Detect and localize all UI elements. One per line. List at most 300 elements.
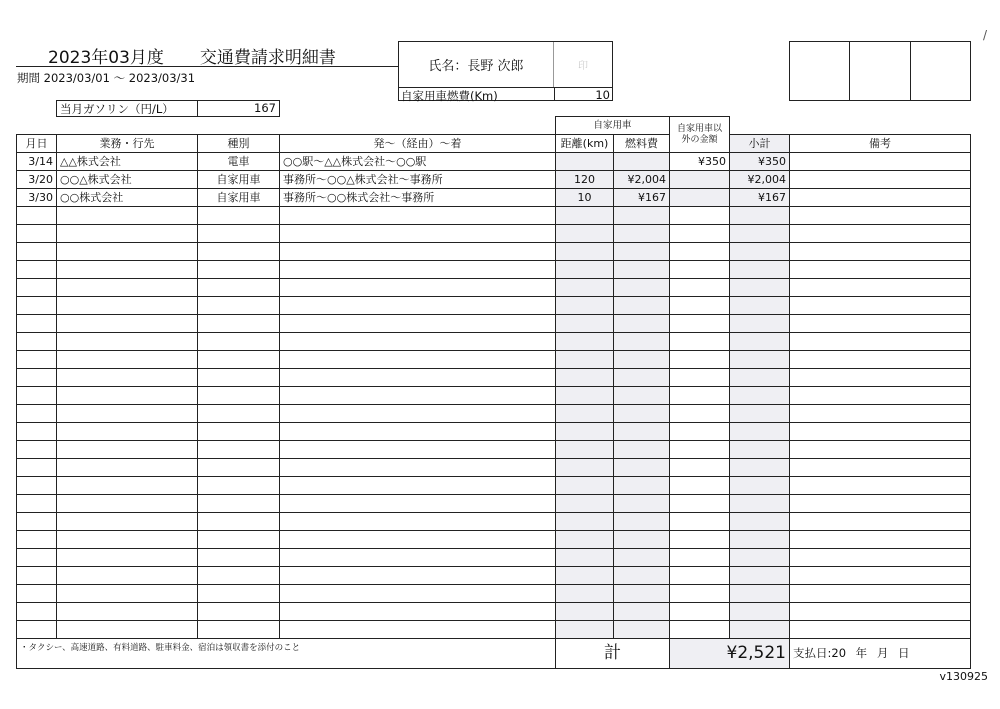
- cell-type[interactable]: [198, 513, 280, 531]
- cell-subtotal[interactable]: [730, 297, 790, 315]
- cell-dest[interactable]: [57, 531, 198, 549]
- cell-type[interactable]: [198, 297, 280, 315]
- cell-date[interactable]: [17, 225, 57, 243]
- cell-note[interactable]: [790, 387, 971, 405]
- cell-subtotal[interactable]: [730, 621, 790, 639]
- cell-other[interactable]: [670, 225, 730, 243]
- corner-mark: /: [983, 28, 988, 42]
- cell-fuel[interactable]: [614, 243, 670, 261]
- col-header-type: 種別: [198, 135, 280, 153]
- table-row: [17, 279, 971, 297]
- cell-dest[interactable]: [57, 387, 198, 405]
- cell-fuel[interactable]: [614, 225, 670, 243]
- cell-dist[interactable]: [556, 207, 614, 225]
- cell-note[interactable]: [790, 549, 971, 567]
- cell-type[interactable]: [198, 279, 280, 297]
- cell-dist[interactable]: [556, 279, 614, 297]
- cell-date[interactable]: [17, 243, 57, 261]
- cell-note[interactable]: [790, 459, 971, 477]
- cell-other[interactable]: [670, 315, 730, 333]
- cell-dest[interactable]: [57, 495, 198, 513]
- table-row: [17, 477, 971, 495]
- cell-subtotal[interactable]: [730, 531, 790, 549]
- cell-dist[interactable]: [556, 369, 614, 387]
- col-header-route: 発～（経由）～着: [280, 135, 556, 153]
- fuel-efficiency-value[interactable]: 10: [554, 88, 612, 100]
- cell-other[interactable]: [670, 423, 730, 441]
- cell-dest[interactable]: [57, 585, 198, 603]
- cell-type[interactable]: 自家用車: [198, 171, 280, 189]
- cell-subtotal[interactable]: [730, 441, 790, 459]
- cell-other[interactable]: [670, 297, 730, 315]
- cell-route[interactable]: [280, 423, 556, 441]
- cell-type[interactable]: [198, 351, 280, 369]
- cell-fuel[interactable]: [614, 405, 670, 423]
- cell-route[interactable]: [280, 297, 556, 315]
- cell-route[interactable]: [280, 477, 556, 495]
- cell-route[interactable]: 事務所～○○△株式会社～事務所: [280, 171, 556, 189]
- approval-stamp-cell[interactable]: [790, 42, 850, 100]
- cell-type[interactable]: 電車: [198, 153, 280, 171]
- cell-dest[interactable]: [57, 279, 198, 297]
- cell-route[interactable]: [280, 369, 556, 387]
- cell-subtotal[interactable]: [730, 225, 790, 243]
- cell-other[interactable]: [670, 207, 730, 225]
- cell-fuel[interactable]: [614, 279, 670, 297]
- cell-type[interactable]: [198, 477, 280, 495]
- cell-route[interactable]: [280, 225, 556, 243]
- total-amount: ¥2,521: [670, 639, 790, 669]
- cell-other[interactable]: [670, 189, 730, 207]
- cell-dist[interactable]: [556, 261, 614, 279]
- cell-fuel[interactable]: [614, 567, 670, 585]
- cell-date[interactable]: [17, 477, 57, 495]
- cell-note[interactable]: [790, 405, 971, 423]
- cell-type[interactable]: [198, 603, 280, 621]
- col-header-fuel-cost: 燃料費: [614, 135, 670, 153]
- table-row: [17, 585, 971, 603]
- cell-note[interactable]: [790, 531, 971, 549]
- cell-route[interactable]: [280, 549, 556, 567]
- cell-fuel[interactable]: [614, 513, 670, 531]
- cell-dist[interactable]: [556, 531, 614, 549]
- cell-dest[interactable]: [57, 207, 198, 225]
- gasoline-price-box: [56, 100, 280, 117]
- col-header-remarks: 備考: [790, 135, 971, 153]
- table-row: [17, 549, 971, 567]
- cell-type[interactable]: [198, 369, 280, 387]
- cell-date[interactable]: [17, 207, 57, 225]
- cell-fuel[interactable]: [614, 495, 670, 513]
- col-header-date: 月日: [17, 135, 57, 153]
- cell-other[interactable]: [670, 405, 730, 423]
- group-header-car: 自家用車: [556, 117, 670, 135]
- cell-dest[interactable]: [57, 459, 198, 477]
- table-row: [17, 621, 971, 639]
- cell-fuel[interactable]: ¥2,004: [614, 171, 670, 189]
- cell-date[interactable]: 3/14: [17, 153, 57, 171]
- cell-subtotal[interactable]: [730, 585, 790, 603]
- cell-other[interactable]: [670, 261, 730, 279]
- cell-subtotal[interactable]: [730, 603, 790, 621]
- cell-route[interactable]: [280, 603, 556, 621]
- payment-date[interactable]: 支払日:20 年 月 日: [790, 639, 971, 669]
- cell-note[interactable]: [790, 621, 971, 639]
- cell-fuel[interactable]: [614, 531, 670, 549]
- cell-note[interactable]: [790, 513, 971, 531]
- cell-note[interactable]: [790, 585, 971, 603]
- cell-dest[interactable]: ○○株式会社: [57, 189, 198, 207]
- table-row: [17, 513, 971, 531]
- cell-fuel[interactable]: [614, 387, 670, 405]
- group-header-other: 自家用車以外の金額: [670, 117, 730, 153]
- cell-date[interactable]: [17, 621, 57, 639]
- cell-dist[interactable]: [556, 387, 614, 405]
- cell-dist[interactable]: [556, 333, 614, 351]
- cell-subtotal[interactable]: ¥2,004: [730, 171, 790, 189]
- cell-note[interactable]: [790, 153, 971, 171]
- cell-note[interactable]: [790, 171, 971, 189]
- cell-dest[interactable]: [57, 243, 198, 261]
- cell-other[interactable]: [670, 279, 730, 297]
- cell-subtotal[interactable]: [730, 387, 790, 405]
- cell-date[interactable]: [17, 441, 57, 459]
- cell-subtotal[interactable]: [730, 315, 790, 333]
- cell-fuel[interactable]: [614, 351, 670, 369]
- cell-subtotal[interactable]: [730, 279, 790, 297]
- cell-subtotal[interactable]: ¥350: [730, 153, 790, 171]
- cell-dist[interactable]: [556, 297, 614, 315]
- table-row: [17, 459, 971, 477]
- cell-date[interactable]: [17, 531, 57, 549]
- cell-dest[interactable]: [57, 225, 198, 243]
- cell-dist[interactable]: [556, 549, 614, 567]
- cell-dest[interactable]: [57, 621, 198, 639]
- cell-note[interactable]: [790, 495, 971, 513]
- cell-date[interactable]: [17, 261, 57, 279]
- table-row: [17, 531, 971, 549]
- cell-type[interactable]: [198, 423, 280, 441]
- cell-other[interactable]: [670, 513, 730, 531]
- cell-type[interactable]: 自家用車: [198, 189, 280, 207]
- cell-subtotal[interactable]: [730, 495, 790, 513]
- cell-dest[interactable]: [57, 513, 198, 531]
- cell-type[interactable]: [198, 261, 280, 279]
- cell-route[interactable]: [280, 513, 556, 531]
- cell-note[interactable]: [790, 567, 971, 585]
- cell-note[interactable]: [790, 261, 971, 279]
- cell-route[interactable]: [280, 207, 556, 225]
- gasoline-value[interactable]: 167: [197, 101, 279, 116]
- cell-route[interactable]: [280, 351, 556, 369]
- cell-route[interactable]: [280, 621, 556, 639]
- cell-subtotal[interactable]: [730, 405, 790, 423]
- cell-other[interactable]: [670, 387, 730, 405]
- cell-dist[interactable]: [556, 153, 614, 171]
- cell-type[interactable]: [198, 243, 280, 261]
- cell-subtotal[interactable]: ¥167: [730, 189, 790, 207]
- cell-fuel[interactable]: [614, 585, 670, 603]
- cell-date[interactable]: [17, 405, 57, 423]
- cell-date[interactable]: [17, 333, 57, 351]
- cell-other[interactable]: [670, 477, 730, 495]
- cell-subtotal[interactable]: [730, 567, 790, 585]
- cell-dest[interactable]: [57, 477, 198, 495]
- cell-dist[interactable]: [556, 585, 614, 603]
- cell-dist[interactable]: [556, 243, 614, 261]
- cell-dist[interactable]: [556, 405, 614, 423]
- cell-subtotal[interactable]: [730, 459, 790, 477]
- cell-subtotal[interactable]: [730, 549, 790, 567]
- cell-date[interactable]: 3/20: [17, 171, 57, 189]
- cell-date[interactable]: [17, 459, 57, 477]
- cell-type[interactable]: [198, 225, 280, 243]
- seal-field[interactable]: 印: [578, 61, 588, 72]
- cell-fuel[interactable]: [614, 333, 670, 351]
- cell-fuel[interactable]: ¥167: [614, 189, 670, 207]
- cell-dist[interactable]: [556, 567, 614, 585]
- name-box: [398, 41, 613, 101]
- cell-type[interactable]: [198, 549, 280, 567]
- cell-other[interactable]: [670, 567, 730, 585]
- cell-note[interactable]: [790, 423, 971, 441]
- cell-dist[interactable]: [556, 459, 614, 477]
- cell-dest[interactable]: [57, 369, 198, 387]
- cell-dest[interactable]: [57, 567, 198, 585]
- cell-fuel[interactable]: [614, 261, 670, 279]
- table-row: [17, 315, 971, 333]
- document-title: [48, 43, 336, 68]
- cell-type[interactable]: [198, 333, 280, 351]
- cell-fuel[interactable]: [614, 459, 670, 477]
- col-header-distance: 距離(km): [556, 135, 614, 153]
- cell-date[interactable]: [17, 549, 57, 567]
- approval-stamp-cell[interactable]: [850, 42, 910, 100]
- cell-note[interactable]: [790, 333, 971, 351]
- cell-dist[interactable]: [556, 621, 614, 639]
- cell-dist[interactable]: [556, 423, 614, 441]
- cell-note[interactable]: [790, 279, 971, 297]
- cell-date[interactable]: [17, 351, 57, 369]
- period: 期間 2023/03/01 ～ 2023/03/31: [17, 71, 196, 85]
- table-row: [17, 351, 971, 369]
- cell-subtotal[interactable]: [730, 333, 790, 351]
- cell-other[interactable]: [670, 603, 730, 621]
- approval-stamp-cell[interactable]: [911, 42, 970, 100]
- cell-subtotal[interactable]: [730, 369, 790, 387]
- cell-dest[interactable]: [57, 315, 198, 333]
- cell-other[interactable]: [670, 243, 730, 261]
- cell-fuel[interactable]: [614, 369, 670, 387]
- cell-subtotal[interactable]: [730, 513, 790, 531]
- cell-route[interactable]: [280, 567, 556, 585]
- cell-date[interactable]: [17, 567, 57, 585]
- cell-dest[interactable]: △△株式会社: [57, 153, 198, 171]
- cell-dest[interactable]: [57, 351, 198, 369]
- cell-subtotal[interactable]: [730, 477, 790, 495]
- table-row: [17, 207, 971, 225]
- cell-other[interactable]: [670, 459, 730, 477]
- cell-route[interactable]: [280, 459, 556, 477]
- cell-other[interactable]: [670, 531, 730, 549]
- cell-other[interactable]: ¥350: [670, 153, 730, 171]
- cell-date[interactable]: [17, 315, 57, 333]
- cell-type[interactable]: [198, 531, 280, 549]
- cell-type[interactable]: [198, 621, 280, 639]
- cell-route[interactable]: [280, 495, 556, 513]
- cell-type[interactable]: [198, 585, 280, 603]
- cell-date[interactable]: [17, 603, 57, 621]
- cell-other[interactable]: [670, 333, 730, 351]
- table-row: [17, 405, 971, 423]
- cell-fuel[interactable]: [614, 441, 670, 459]
- cell-other[interactable]: [670, 585, 730, 603]
- cell-route[interactable]: [280, 441, 556, 459]
- total-label: 計: [556, 639, 670, 669]
- cell-dist[interactable]: [556, 603, 614, 621]
- cell-fuel[interactable]: [614, 297, 670, 315]
- table-row: [17, 387, 971, 405]
- cell-date[interactable]: [17, 369, 57, 387]
- cell-subtotal[interactable]: [730, 423, 790, 441]
- cell-route[interactable]: [280, 261, 556, 279]
- fuel-efficiency-label: 自家用車燃費(Km): [401, 89, 498, 103]
- cell-route[interactable]: [280, 333, 556, 351]
- cell-date[interactable]: [17, 297, 57, 315]
- cell-route[interactable]: [280, 243, 556, 261]
- cell-note[interactable]: [790, 189, 971, 207]
- table-row: [17, 153, 971, 171]
- expense-table: [16, 116, 971, 669]
- cell-fuel[interactable]: [614, 549, 670, 567]
- cell-type[interactable]: [198, 315, 280, 333]
- cell-type[interactable]: [198, 441, 280, 459]
- cell-route[interactable]: [280, 279, 556, 297]
- cell-fuel[interactable]: [614, 153, 670, 171]
- cell-date[interactable]: [17, 279, 57, 297]
- cell-dest[interactable]: [57, 405, 198, 423]
- cell-dest[interactable]: [57, 423, 198, 441]
- cell-date[interactable]: [17, 495, 57, 513]
- cell-type[interactable]: [198, 567, 280, 585]
- employee-name: 氏名：長野 次郎: [399, 42, 554, 87]
- cell-dest[interactable]: [57, 549, 198, 567]
- cell-dest[interactable]: [57, 261, 198, 279]
- cell-dest[interactable]: [57, 333, 198, 351]
- cell-subtotal[interactable]: [730, 261, 790, 279]
- approval-stamps: [789, 41, 971, 101]
- cell-other[interactable]: [670, 549, 730, 567]
- cell-dist[interactable]: [556, 315, 614, 333]
- cell-route[interactable]: [280, 585, 556, 603]
- table-row: [17, 243, 971, 261]
- cell-other[interactable]: [670, 369, 730, 387]
- cell-note[interactable]: [790, 603, 971, 621]
- table-row: [17, 171, 971, 189]
- cell-date[interactable]: [17, 513, 57, 531]
- cell-dest[interactable]: ○○△株式会社: [57, 171, 198, 189]
- cell-dist[interactable]: [556, 225, 614, 243]
- table-row: [17, 603, 971, 621]
- cell-other[interactable]: [670, 441, 730, 459]
- cell-dist[interactable]: [556, 513, 614, 531]
- cell-note[interactable]: [790, 297, 971, 315]
- table-row: [17, 189, 971, 207]
- cell-dest[interactable]: [57, 441, 198, 459]
- cell-route[interactable]: [280, 315, 556, 333]
- cell-date[interactable]: [17, 387, 57, 405]
- cell-note[interactable]: [790, 207, 971, 225]
- cell-dest[interactable]: [57, 297, 198, 315]
- cell-note[interactable]: [790, 441, 971, 459]
- cell-note[interactable]: [790, 477, 971, 495]
- cell-dist[interactable]: [556, 495, 614, 513]
- version-label: v130925: [939, 670, 988, 683]
- cell-route[interactable]: ○○駅～△△株式会社～○○駅: [280, 153, 556, 171]
- cell-type[interactable]: [198, 387, 280, 405]
- month-title: 2023年03月度: [48, 48, 164, 68]
- cell-date[interactable]: 3/30: [17, 189, 57, 207]
- cell-dest[interactable]: [57, 603, 198, 621]
- col-header-subtotal: 小計: [730, 135, 790, 153]
- cell-fuel[interactable]: [614, 603, 670, 621]
- table-row: [17, 333, 971, 351]
- cell-note[interactable]: [790, 243, 971, 261]
- cell-note[interactable]: [790, 225, 971, 243]
- gasoline-label: 当月ガソリン（円/L）: [60, 102, 174, 116]
- cell-dist[interactable]: 120: [556, 171, 614, 189]
- cell-note[interactable]: [790, 315, 971, 333]
- table-row: [17, 495, 971, 513]
- cell-subtotal[interactable]: [730, 243, 790, 261]
- cell-dist[interactable]: [556, 441, 614, 459]
- cell-fuel[interactable]: [614, 423, 670, 441]
- table-row: [17, 441, 971, 459]
- doc-title: 交通費請求明細書: [199, 48, 336, 68]
- cell-route[interactable]: [280, 387, 556, 405]
- cell-fuel[interactable]: [614, 315, 670, 333]
- receipt-note: ・タクシー、高速道路、有料道路、駐車料金、宿泊は領収書を添付のこと: [17, 639, 556, 669]
- cell-other[interactable]: [670, 495, 730, 513]
- cell-fuel[interactable]: [614, 477, 670, 495]
- cell-dist[interactable]: 10: [556, 189, 614, 207]
- cell-other[interactable]: [670, 621, 730, 639]
- cell-date[interactable]: [17, 423, 57, 441]
- table-row: [17, 369, 971, 387]
- cell-other[interactable]: [670, 351, 730, 369]
- cell-type[interactable]: [198, 495, 280, 513]
- cell-subtotal[interactable]: [730, 351, 790, 369]
- cell-route[interactable]: 事務所～○○株式会社～事務所: [280, 189, 556, 207]
- cell-other[interactable]: [670, 171, 730, 189]
- cell-fuel[interactable]: [614, 621, 670, 639]
- table-row: [17, 225, 971, 243]
- table-row: [17, 261, 971, 279]
- cell-dist[interactable]: [556, 351, 614, 369]
- cell-route[interactable]: [280, 531, 556, 549]
- cell-date[interactable]: [17, 585, 57, 603]
- cell-type[interactable]: [198, 459, 280, 477]
- cell-note[interactable]: [790, 351, 971, 369]
- cell-fuel[interactable]: [614, 207, 670, 225]
- cell-route[interactable]: [280, 405, 556, 423]
- cell-note[interactable]: [790, 369, 971, 387]
- col-header-destination: 業務・行先: [57, 135, 198, 153]
- cell-type[interactable]: [198, 405, 280, 423]
- cell-type[interactable]: [198, 207, 280, 225]
- cell-dist[interactable]: [556, 477, 614, 495]
- cell-subtotal[interactable]: [730, 207, 790, 225]
